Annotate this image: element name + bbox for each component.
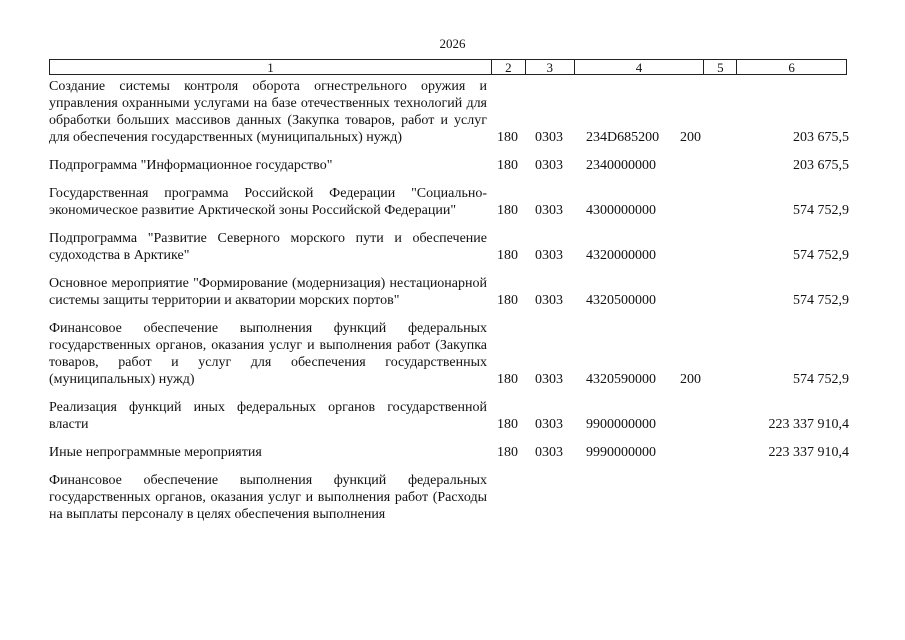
row-target-article: 4320000000 — [586, 248, 656, 263]
row-section-code: 0303 — [535, 130, 563, 145]
table-row — [49, 185, 849, 219]
row-target-article: 234D685200 — [586, 130, 660, 145]
row-name: Финансовое обеспечение выполнения функций федеральных государственных органов, оказания услуг и выполнения работ (Расходы на выплаты персоналу в целях обеспечения выполнения — [49, 473, 487, 522]
table-row — [49, 320, 849, 388]
row-ministry-code: 180 — [497, 293, 518, 308]
table-row — [49, 444, 849, 461]
row-target-article: 4320500000 — [586, 293, 656, 308]
row-name: Государственная программа Российской Федерации "Социально-экономическое развитие Арктической зоны Российской Федерации" — [49, 186, 487, 218]
table-row — [49, 78, 849, 146]
row-expense-type: 200 — [680, 130, 701, 145]
row-ministry-code: 180 — [497, 158, 518, 173]
table-row — [49, 275, 849, 309]
row-amount: 574 752,9 — [793, 203, 849, 218]
table-row — [49, 157, 849, 174]
row-name: Иные непрограммные мероприятия — [49, 445, 262, 460]
row-name: Основное мероприятие "Формирование (модернизация) нестационарной системы защиты территории и акватории морских портов" — [49, 276, 487, 308]
table-body — [49, 78, 849, 523]
row-ministry-code: 180 — [497, 417, 518, 432]
row-ministry-code: 180 — [497, 372, 518, 387]
row-name: Реализация функций иных федеральных органов государственной власти — [49, 400, 487, 432]
row-name: Подпрограмма "Развитие Северного морского пути и обеспечение судоходства в Арктике" — [49, 231, 487, 263]
row-section-code: 0303 — [535, 445, 563, 460]
header-col-6: 6 — [788, 60, 795, 75]
table-row — [49, 230, 849, 264]
header-col-2: 2 — [492, 60, 526, 74]
row-target-article: 9900000000 — [586, 417, 656, 432]
header-col-4: 4 — [575, 60, 705, 74]
row-ministry-code: 180 — [497, 248, 518, 263]
row-ministry-code: 180 — [497, 130, 518, 145]
row-target-article: 9990000000 — [586, 445, 656, 460]
row-target-article: 4300000000 — [586, 203, 656, 218]
row-amount: 574 752,9 — [793, 372, 849, 387]
row-ministry-code: 180 — [497, 445, 518, 460]
table-row — [49, 399, 849, 433]
row-section-code: 0303 — [535, 293, 563, 308]
row-amount: 574 752,9 — [793, 248, 849, 263]
row-section-code: 0303 — [535, 372, 563, 387]
row-amount: 223 337 910,4 — [768, 417, 849, 432]
row-expense-type: 200 — [680, 372, 701, 387]
row-target-article: 2340000000 — [586, 158, 656, 173]
header-col-5: 5 — [704, 60, 737, 74]
row-target-article: 4320590000 — [586, 372, 656, 387]
header-col-3: 3 — [526, 60, 575, 74]
row-name: Создание системы контроля оборота огнестрельного оружия и управления охранными услугами на базе отечественных технологий для обработки больших массивов данных (Закупка товаров, работ и услуг для обеспечения государственных (муниципальных) нужд) — [49, 79, 487, 145]
row-amount: 574 752,9 — [793, 293, 849, 308]
row-amount: 203 675,5 — [793, 158, 849, 173]
table-row — [49, 472, 849, 523]
row-section-code: 0303 — [535, 248, 563, 263]
row-section-code: 0303 — [535, 417, 563, 432]
header-col-1: 1 — [50, 60, 492, 74]
page-number: 2026 — [439, 36, 466, 51]
row-amount: 223 337 910,4 — [768, 445, 849, 460]
row-name: Подпрограмма "Информационное государство" — [49, 158, 333, 173]
row-ministry-code: 180 — [497, 203, 518, 218]
row-section-code: 0303 — [535, 203, 563, 218]
row-name: Финансовое обеспечение выполнения функций федеральных государственных органов, оказания услуг и выполнения работ (Закупка товаров, работ и услуг для обеспечения государственных (муниципальных) нужд) — [49, 321, 487, 387]
row-section-code: 0303 — [535, 158, 563, 173]
table-header — [49, 59, 847, 75]
row-amount: 203 675,5 — [793, 130, 849, 145]
